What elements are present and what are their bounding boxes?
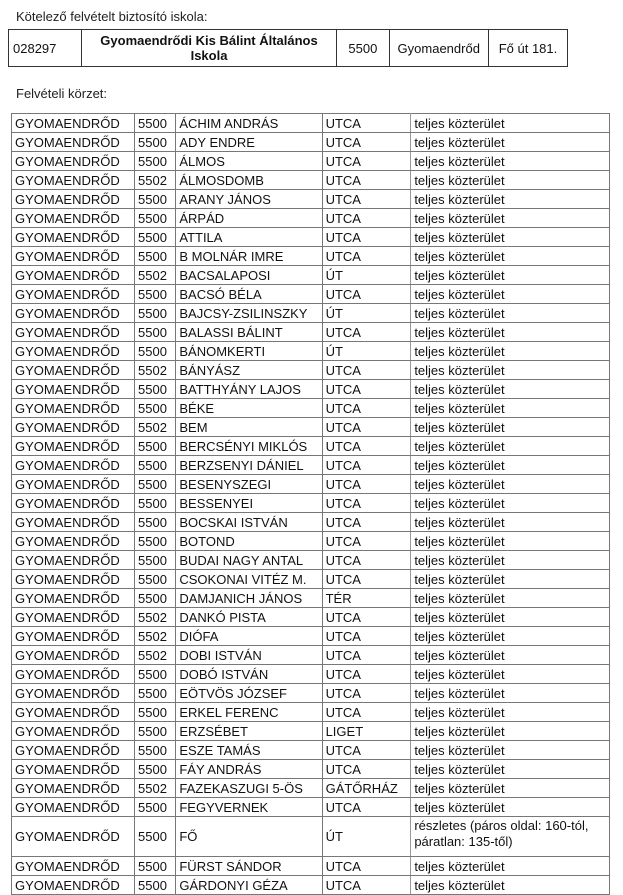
row-street: ADY ENDRE [176,133,322,152]
row-street: ARANY JÁNOS [176,190,322,209]
row-scope: teljes közterület [411,323,610,342]
row-street-type: UTCA [322,646,411,665]
row-zip: 5500 [135,304,176,323]
table-row [12,190,610,209]
row-street: BESSENYEI [176,494,322,513]
row-street: BALASSI BÁLINT [176,323,322,342]
school-city: Gyomaendrőd [389,30,488,67]
row-street-type: UTCA [322,703,411,722]
row-street-type: UTCA [322,684,411,703]
row-zip: 5500 [135,570,176,589]
row-city: GYOMAENDRŐD [12,399,135,418]
row-zip: 5500 [135,190,176,209]
row-city: GYOMAENDRŐD [12,342,135,361]
row-street-type: UTCA [322,532,411,551]
row-city: GYOMAENDRŐD [12,760,135,779]
row-street-type: TÉR [322,589,411,608]
row-zip: 5500 [135,703,176,722]
table-row [12,646,610,665]
row-scope: részletes (páros oldal: 160-tól, páratlan: 135-től) [411,817,610,857]
row-street: BÉKE [176,399,322,418]
row-city: GYOMAENDRŐD [12,857,135,876]
row-street: BESENYSZEGI [176,475,322,494]
table-row [12,857,610,876]
row-city: GYOMAENDRŐD [12,152,135,171]
table-row [12,323,610,342]
row-scope: teljes közterület [411,437,610,456]
row-street: BÁNYÁSZ [176,361,322,380]
row-street: FŐ [176,817,322,857]
row-street: ERZSÉBET [176,722,322,741]
row-scope: teljes közterület [411,722,610,741]
row-city: GYOMAENDRŐD [12,608,135,627]
row-street: ERKEL FERENC [176,703,322,722]
row-city: GYOMAENDRŐD [12,817,135,857]
row-scope: teljes közterület [411,380,610,399]
table-row [12,380,610,399]
row-street: BUDAI NAGY ANTAL [176,551,322,570]
row-zip: 5500 [135,399,176,418]
row-street-type: UTCA [322,456,411,475]
row-street: ESZE TAMÁS [176,741,322,760]
row-scope: teljes közterület [411,532,610,551]
row-scope: teljes közterület [411,798,610,817]
row-street-type: UTCA [322,437,411,456]
row-street: GÁRDONYI GÉZA [176,876,322,895]
row-street-type: ÚT [322,817,411,857]
school-table [8,29,568,67]
row-street-type: UTCA [322,323,411,342]
row-street-type: UTCA [322,171,411,190]
row-city: GYOMAENDRŐD [12,665,135,684]
row-city: GYOMAENDRŐD [12,456,135,475]
row-city: GYOMAENDRŐD [12,418,135,437]
row-street-type: UTCA [322,608,411,627]
row-street-type: UTCA [322,418,411,437]
row-street-type: UTCA [322,285,411,304]
row-street: BERZSENYI DÁNIEL [176,456,322,475]
table-row [12,684,610,703]
row-scope: teljes közterület [411,779,610,798]
row-street: DIÓFA [176,627,322,646]
row-zip: 5500 [135,798,176,817]
row-city: GYOMAENDRŐD [12,285,135,304]
row-city: GYOMAENDRŐD [12,361,135,380]
row-zip: 5500 [135,456,176,475]
row-city: GYOMAENDRŐD [12,703,135,722]
row-street-type: UTCA [322,665,411,684]
table-row [12,817,610,857]
row-street-type: UTCA [322,361,411,380]
row-street: ÁLMOS [176,152,322,171]
row-scope: teljes közterület [411,456,610,475]
row-city: GYOMAENDRŐD [12,114,135,133]
row-street-type: UTCA [322,760,411,779]
row-scope: teljes közterület [411,133,610,152]
row-scope: teljes közterület [411,760,610,779]
row-street: ÁCHIM ANDRÁS [176,114,322,133]
row-street-type: UTCA [322,551,411,570]
row-scope: teljes közterület [411,209,610,228]
row-city: GYOMAENDRŐD [12,323,135,342]
row-city: GYOMAENDRŐD [12,551,135,570]
row-scope: teljes közterület [411,551,610,570]
row-city: GYOMAENDRŐD [12,209,135,228]
table-row [12,285,610,304]
row-zip: 5500 [135,380,176,399]
table-row [12,266,610,285]
row-street: B MOLNÁR IMRE [176,247,322,266]
row-city: GYOMAENDRŐD [12,266,135,285]
row-scope: teljes közterület [411,684,610,703]
row-scope: teljes közterület [411,342,610,361]
row-zip: 5500 [135,228,176,247]
row-zip: 5500 [135,876,176,895]
row-street: BAJCSY-ZSILINSZKY [176,304,322,323]
row-zip: 5500 [135,475,176,494]
row-zip: 5500 [135,760,176,779]
table-row [12,247,610,266]
row-street: FEGYVERNEK [176,798,322,817]
row-scope: teljes közterület [411,361,610,380]
row-street-type: GÁTŐRHÁZ [322,779,411,798]
row-street: DOBÓ ISTVÁN [176,665,322,684]
row-city: GYOMAENDRŐD [12,228,135,247]
row-city: GYOMAENDRŐD [12,684,135,703]
row-street-type: UTCA [322,380,411,399]
row-street: ÁRPÁD [176,209,322,228]
row-street-type: UTCA [322,876,411,895]
row-zip: 5502 [135,646,176,665]
row-zip: 5500 [135,323,176,342]
row-street-type: UTCA [322,570,411,589]
school-name-line1: Gyomaendrődi Kis Bálint Általános [100,33,318,48]
table-row [12,703,610,722]
row-zip: 5500 [135,342,176,361]
row-scope: teljes közterület [411,627,610,646]
table-row [12,741,610,760]
row-street-type: UTCA [322,133,411,152]
table-row [12,171,610,190]
row-scope: teljes közterület [411,665,610,684]
row-city: GYOMAENDRŐD [12,741,135,760]
row-street: DANKÓ PISTA [176,608,322,627]
row-city: GYOMAENDRŐD [12,475,135,494]
row-city: GYOMAENDRŐD [12,494,135,513]
school-row [9,30,568,67]
row-zip: 5500 [135,437,176,456]
row-zip: 5500 [135,551,176,570]
row-scope: teljes közterület [411,703,610,722]
row-street: FÜRST SÁNDOR [176,857,322,876]
row-street-type: UTCA [322,513,411,532]
row-street-type: ÚT [322,266,411,285]
row-scope: teljes közterület [411,399,610,418]
row-scope: teljes közterület [411,475,610,494]
table-row [12,342,610,361]
row-scope: teljes közterület [411,190,610,209]
row-scope: teljes közterület [411,247,610,266]
school-code: 028297 [9,30,82,67]
row-scope: teljes közterület [411,513,610,532]
row-city: GYOMAENDRŐD [12,513,135,532]
row-zip: 5500 [135,114,176,133]
table-row [12,876,610,895]
row-street: ATTILA [176,228,322,247]
row-city: GYOMAENDRŐD [12,627,135,646]
table-row [12,532,610,551]
row-zip: 5502 [135,608,176,627]
row-scope: teljes közterület [411,570,610,589]
row-zip: 5500 [135,285,176,304]
table-row [12,551,610,570]
row-zip: 5500 [135,152,176,171]
row-city: GYOMAENDRŐD [12,779,135,798]
table-row [12,779,610,798]
row-street-type: UTCA [322,152,411,171]
row-street-type: UTCA [322,741,411,760]
row-zip: 5500 [135,741,176,760]
row-zip: 5502 [135,171,176,190]
row-scope: teljes közterület [411,646,610,665]
table-row [12,494,610,513]
table-row [12,798,610,817]
row-street: BOTOND [176,532,322,551]
row-city: GYOMAENDRŐD [12,247,135,266]
row-zip: 5502 [135,266,176,285]
row-zip: 5500 [135,247,176,266]
row-zip: 5500 [135,589,176,608]
row-scope: teljes közterület [411,114,610,133]
school-name [81,30,336,67]
table-row [12,399,610,418]
table-row [12,209,610,228]
row-zip: 5500 [135,684,176,703]
district-table-body [12,114,610,895]
row-zip: 5502 [135,627,176,646]
row-scope: teljes közterület [411,741,610,760]
row-zip: 5500 [135,817,176,857]
row-street: FÁY ANDRÁS [176,760,322,779]
row-city: GYOMAENDRŐD [12,133,135,152]
row-zip: 5500 [135,209,176,228]
row-city: GYOMAENDRŐD [12,532,135,551]
school-section-label: Kötelező felvételt biztosító iskola: [16,9,208,24]
table-row [12,608,610,627]
row-street-type: UTCA [322,475,411,494]
row-scope: teljes közterület [411,285,610,304]
row-street: CSOKONAI VITÉZ M. [176,570,322,589]
row-scope: teljes közterület [411,228,610,247]
table-row [12,760,610,779]
row-scope: teljes közterület [411,857,610,876]
row-street: BACSÓ BÉLA [176,285,322,304]
row-street-type: UTCA [322,798,411,817]
row-street-type: UTCA [322,209,411,228]
table-row [12,722,610,741]
table-row [12,475,610,494]
row-scope: teljes közterület [411,266,610,285]
row-scope: teljes közterület [411,152,610,171]
row-street-type: UTCA [322,857,411,876]
table-row [12,665,610,684]
row-street-type: UTCA [322,247,411,266]
row-city: GYOMAENDRŐD [12,570,135,589]
district-table [11,113,610,895]
row-street: BERCSÉNYI MIKLÓS [176,437,322,456]
row-zip: 5502 [135,361,176,380]
row-street: BOCSKAI ISTVÁN [176,513,322,532]
row-scope: teljes közterület [411,171,610,190]
row-city: GYOMAENDRŐD [12,304,135,323]
row-city: GYOMAENDRŐD [12,171,135,190]
row-city: GYOMAENDRŐD [12,722,135,741]
row-street: BÁNOMKERTI [176,342,322,361]
row-zip: 5500 [135,494,176,513]
row-zip: 5500 [135,513,176,532]
table-row [12,152,610,171]
table-row [12,437,610,456]
table-row [12,589,610,608]
row-zip: 5502 [135,418,176,437]
row-zip: 5500 [135,532,176,551]
row-street: DAMJANICH JÁNOS [176,589,322,608]
row-street-type: UTCA [322,494,411,513]
row-scope: teljes közterület [411,589,610,608]
row-zip: 5500 [135,857,176,876]
row-zip: 5502 [135,779,176,798]
row-scope: teljes közterület [411,494,610,513]
school-address: Fő út 181. [488,30,567,67]
row-street-type: UTCA [322,627,411,646]
row-street: ÁLMOSDOMB [176,171,322,190]
row-street: DOBI ISTVÁN [176,646,322,665]
table-row [12,570,610,589]
row-street-type: LIGET [322,722,411,741]
table-row [12,228,610,247]
row-city: GYOMAENDRŐD [12,190,135,209]
row-scope: teljes közterület [411,418,610,437]
row-scope: teljes közterület [411,304,610,323]
school-zip: 5500 [337,30,389,67]
school-name-line2: Iskola [190,48,228,63]
row-zip: 5500 [135,665,176,684]
row-street-type: ÚT [322,342,411,361]
row-street-type: UTCA [322,399,411,418]
row-street: FAZEKASZUGI 5-ÖS [176,779,322,798]
row-street-type: ÚT [322,304,411,323]
table-row [12,418,610,437]
table-row [12,513,610,532]
row-city: GYOMAENDRŐD [12,437,135,456]
table-row [12,304,610,323]
table-row [12,114,610,133]
row-street: BACSALAPOSI [176,266,322,285]
row-street: EÖTVÖS JÓZSEF [176,684,322,703]
row-street: BEM [176,418,322,437]
row-street-type: UTCA [322,190,411,209]
row-street-type: UTCA [322,114,411,133]
table-row [12,456,610,475]
row-scope: teljes közterület [411,608,610,627]
row-city: GYOMAENDRŐD [12,876,135,895]
row-city: GYOMAENDRŐD [12,798,135,817]
table-row [12,133,610,152]
row-scope: teljes közterület [411,876,610,895]
row-street-type: UTCA [322,228,411,247]
district-section-label: Felvételi körzet: [16,86,108,101]
row-zip: 5500 [135,722,176,741]
row-street: BATTHYÁNY LAJOS [176,380,322,399]
row-city: GYOMAENDRŐD [12,589,135,608]
row-city: GYOMAENDRŐD [12,646,135,665]
row-zip: 5500 [135,133,176,152]
row-city: GYOMAENDRŐD [12,380,135,399]
table-row [12,361,610,380]
table-row [12,627,610,646]
